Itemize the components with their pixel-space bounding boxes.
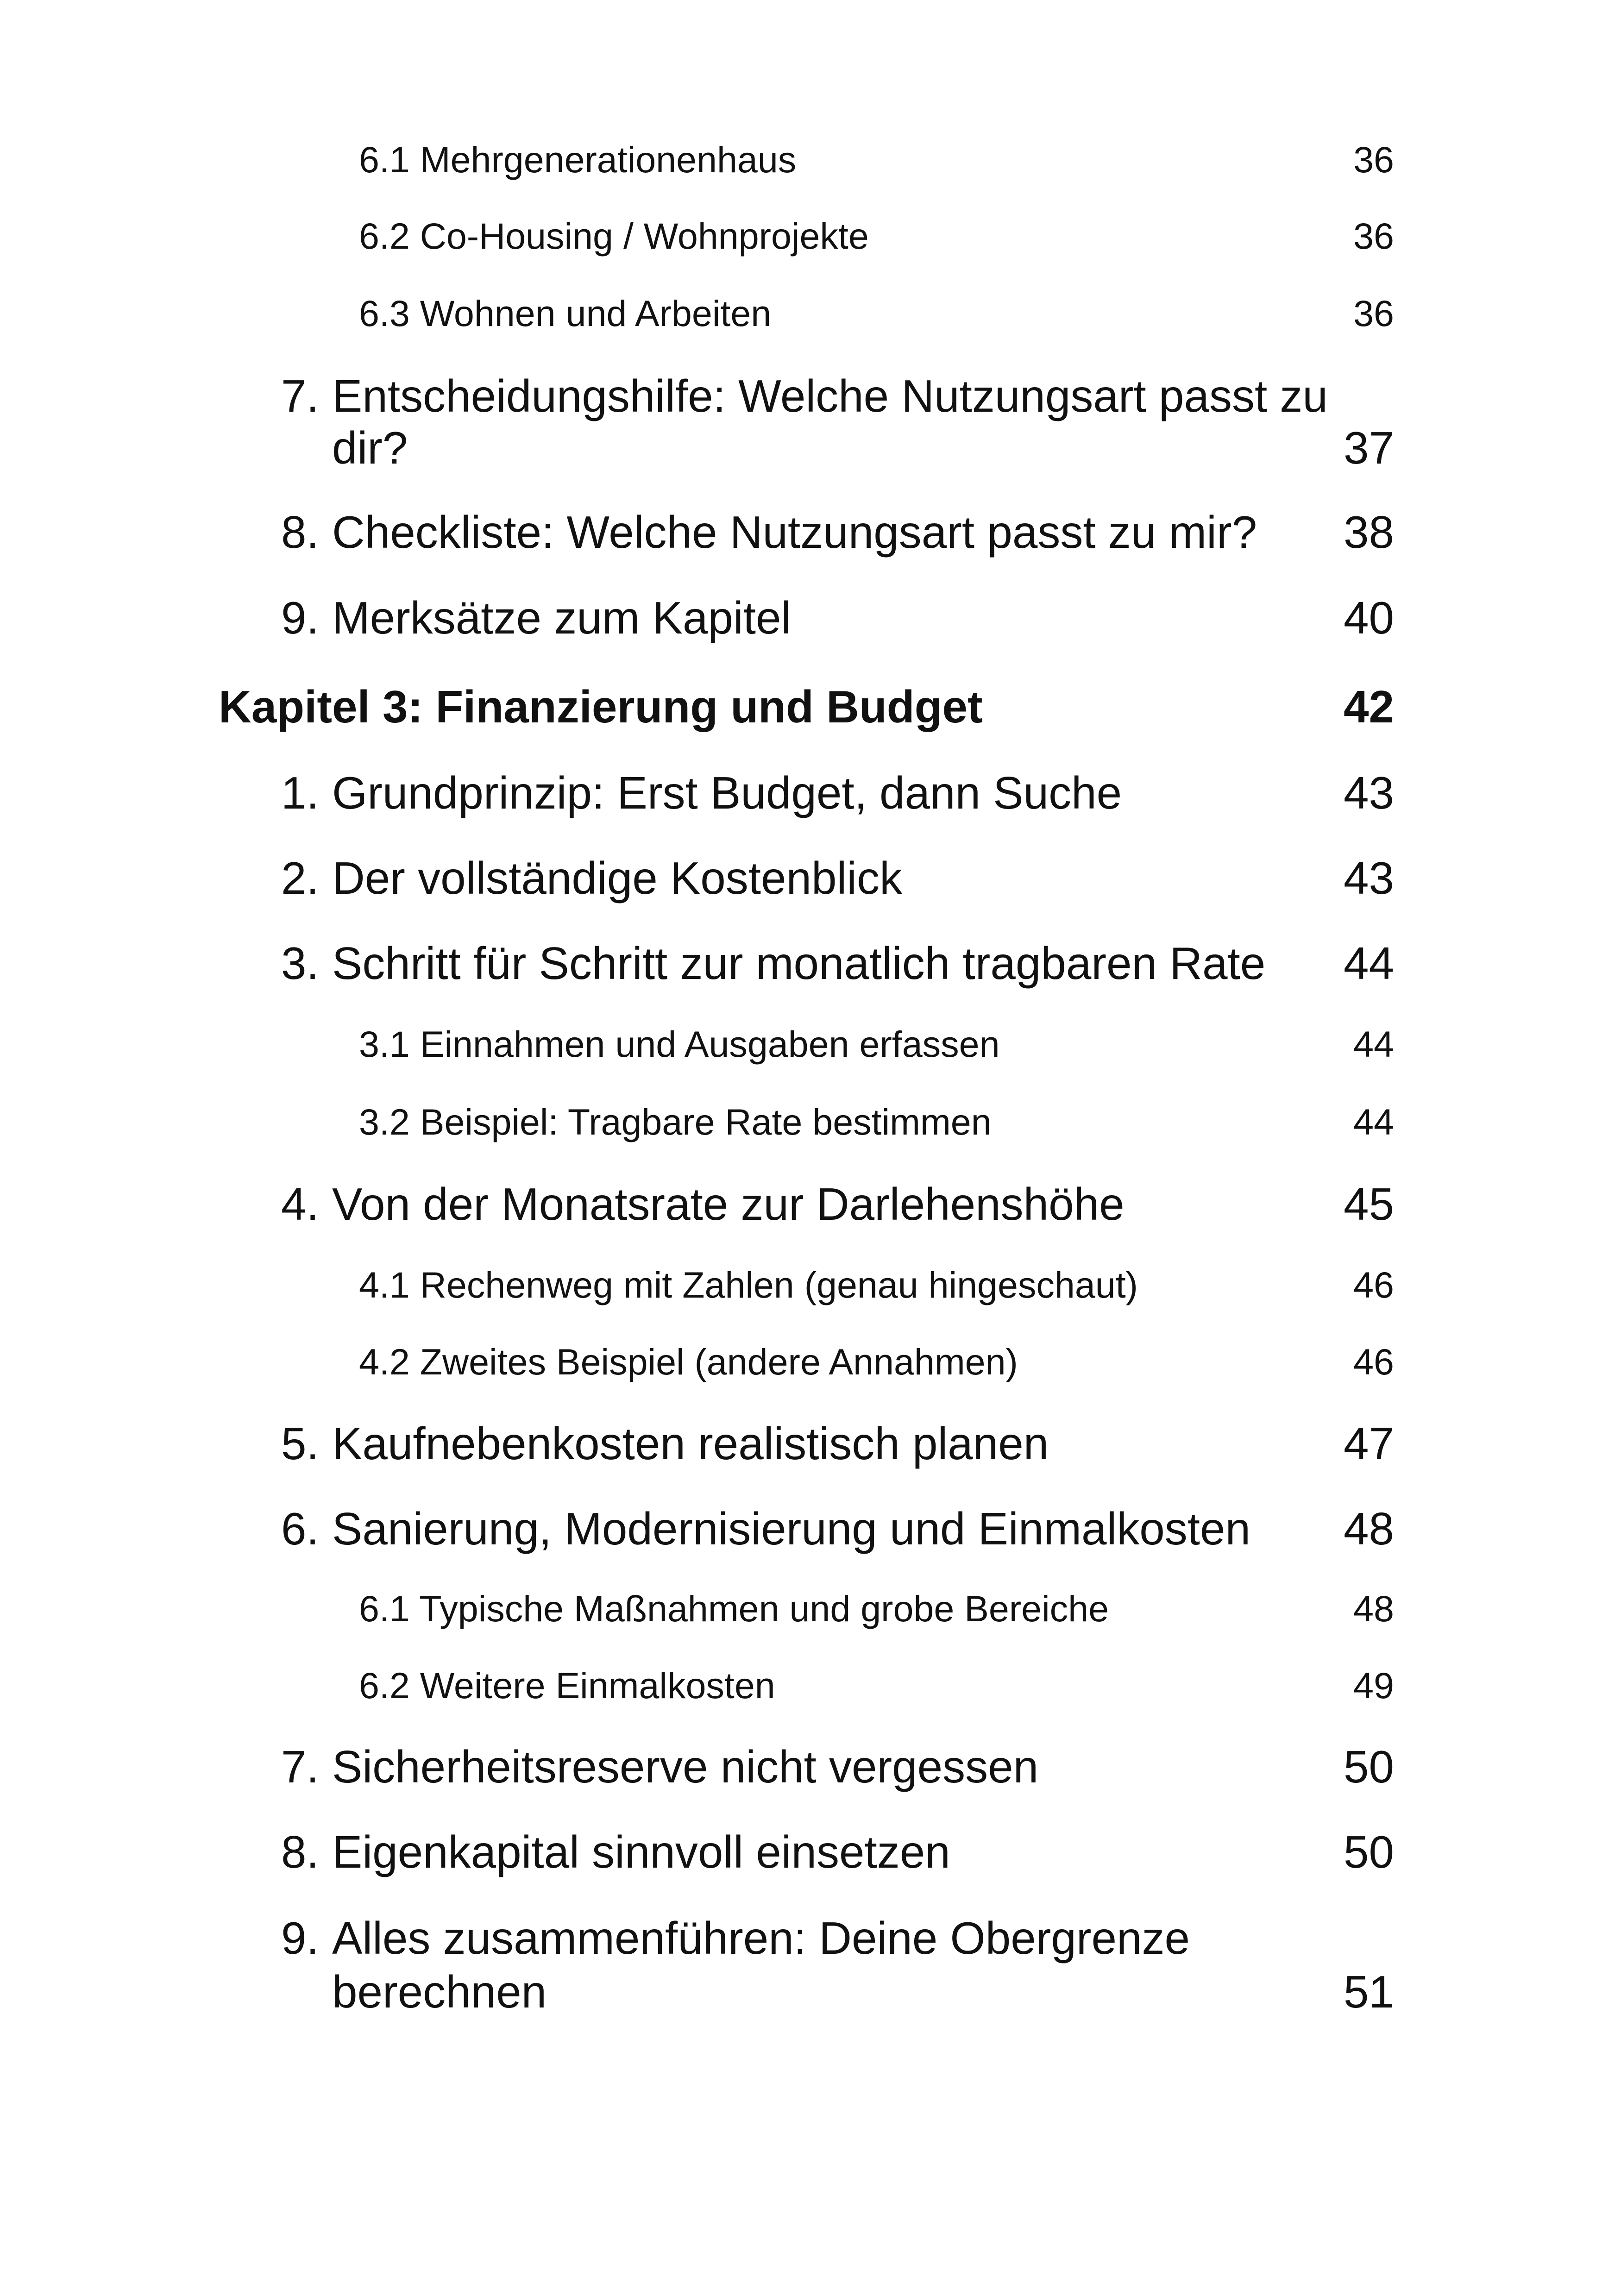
toc-entry-page: 47	[1343, 1418, 1394, 1469]
toc-entry-page: 46	[1353, 1264, 1394, 1305]
toc-entry-title: 3.1 Einnahmen und Ausgaben erfassen	[359, 1023, 1000, 1065]
toc-entry-number: 8.	[281, 1826, 319, 1877]
toc-entry-title-line-2: berechnen	[332, 1966, 547, 2017]
toc-entry-number: 5.	[281, 1418, 319, 1469]
toc-chapter-page: 42	[1343, 681, 1394, 732]
toc-chapter-title: Kapitel 3: Finanzierung und Budget	[219, 681, 983, 732]
toc-entry-page: 37	[1343, 422, 1394, 473]
toc-entry-title: Von der Monatsrate zur Darlehenshöhe	[332, 1179, 1125, 1230]
toc-entry-title: Sanierung, Modernisierung und Einmalkosten	[332, 1503, 1250, 1554]
toc-entry-title: 6.2 Weitere Einmalkosten	[359, 1665, 775, 1706]
toc-entry-number: 6.	[281, 1503, 319, 1554]
toc-entry-number: 9.	[281, 592, 319, 643]
toc-entry-title: 6.1 Mehrgenerationenhaus	[359, 139, 797, 180]
toc-entry-page: 48	[1343, 1503, 1394, 1554]
toc-entry-page: 49	[1353, 1665, 1394, 1706]
toc-entry-title: 3.2 Beispiel: Tragbare Rate bestimmen	[359, 1101, 992, 1142]
toc-entry-page: 44	[1353, 1023, 1394, 1065]
toc-entry-title: Kaufnebenkosten realistisch planen	[332, 1418, 1049, 1469]
toc-entry-title: 6.2 Co-Housing / Wohnprojekte	[359, 215, 869, 257]
toc-entry-page: 40	[1343, 592, 1394, 643]
toc-entry-page: 44	[1353, 1101, 1394, 1142]
toc-entry-number: 3.	[281, 938, 319, 989]
toc-entry-page: 45	[1343, 1179, 1394, 1230]
toc-entry-title: 6.3 Wohnen und Arbeiten	[359, 293, 772, 334]
toc-entry-title: Checkliste: Welche Nutzungsart passt zu mir?	[332, 507, 1257, 558]
toc-entry-title: 4.2 Zweites Beispiel (andere Annahmen)	[359, 1341, 1018, 1382]
toc-entry-title: Sicherheitsreserve nicht vergessen	[332, 1741, 1039, 1792]
toc-entry-title: Grundprinzip: Erst Budget, dann Suche	[332, 767, 1122, 818]
toc-entry-number: 7.	[281, 1741, 319, 1792]
toc-entry-page: 48	[1353, 1588, 1394, 1629]
toc-entry-title: Der vollständige Kostenblick	[332, 853, 903, 903]
toc-entry-page: 44	[1343, 938, 1394, 989]
toc-entry-number: 7.	[281, 370, 319, 421]
toc-entry-page: 50	[1343, 1826, 1394, 1877]
toc-entry-title: Schritt für Schritt zur monatlich tragbaren Rate	[332, 938, 1266, 989]
toc-entry-number: 2.	[281, 853, 319, 903]
toc-entry-page: 46	[1353, 1341, 1394, 1382]
toc-entry-page: 36	[1353, 293, 1394, 334]
toc-entry-title: 6.1 Typische Maßnahmen und grobe Bereiche	[359, 1588, 1109, 1629]
toc-entry-number: 8.	[281, 507, 319, 558]
toc-entry-number: 9.	[281, 1913, 319, 1964]
toc-entry-title-line-2: dir?	[332, 422, 408, 473]
toc-entry-page: 43	[1343, 853, 1394, 903]
toc-entry-page: 38	[1343, 507, 1394, 558]
toc-entry-title-line-1: Entscheidungshilfe: Welche Nutzungsart passt zu	[332, 370, 1328, 421]
toc-entry-page: 50	[1343, 1741, 1394, 1792]
toc-entry-page: 43	[1343, 767, 1394, 818]
toc-entry-page: 51	[1343, 1966, 1394, 2017]
toc-entry-page: 36	[1353, 215, 1394, 257]
toc-entry-page: 36	[1353, 139, 1394, 180]
toc-entry-number: 4.	[281, 1179, 319, 1230]
toc-entry-title: Merksätze zum Kapitel	[332, 592, 792, 643]
toc-entry-title-line-1: Alles zusammenführen: Deine Obergrenze	[332, 1913, 1190, 1964]
toc-entry-title: Eigenkapital sinnvoll einsetzen	[332, 1826, 950, 1877]
toc-entry-number: 1.	[281, 767, 319, 818]
toc-entry-title: 4.1 Rechenweg mit Zahlen (genau hingeschaut)	[359, 1264, 1138, 1305]
